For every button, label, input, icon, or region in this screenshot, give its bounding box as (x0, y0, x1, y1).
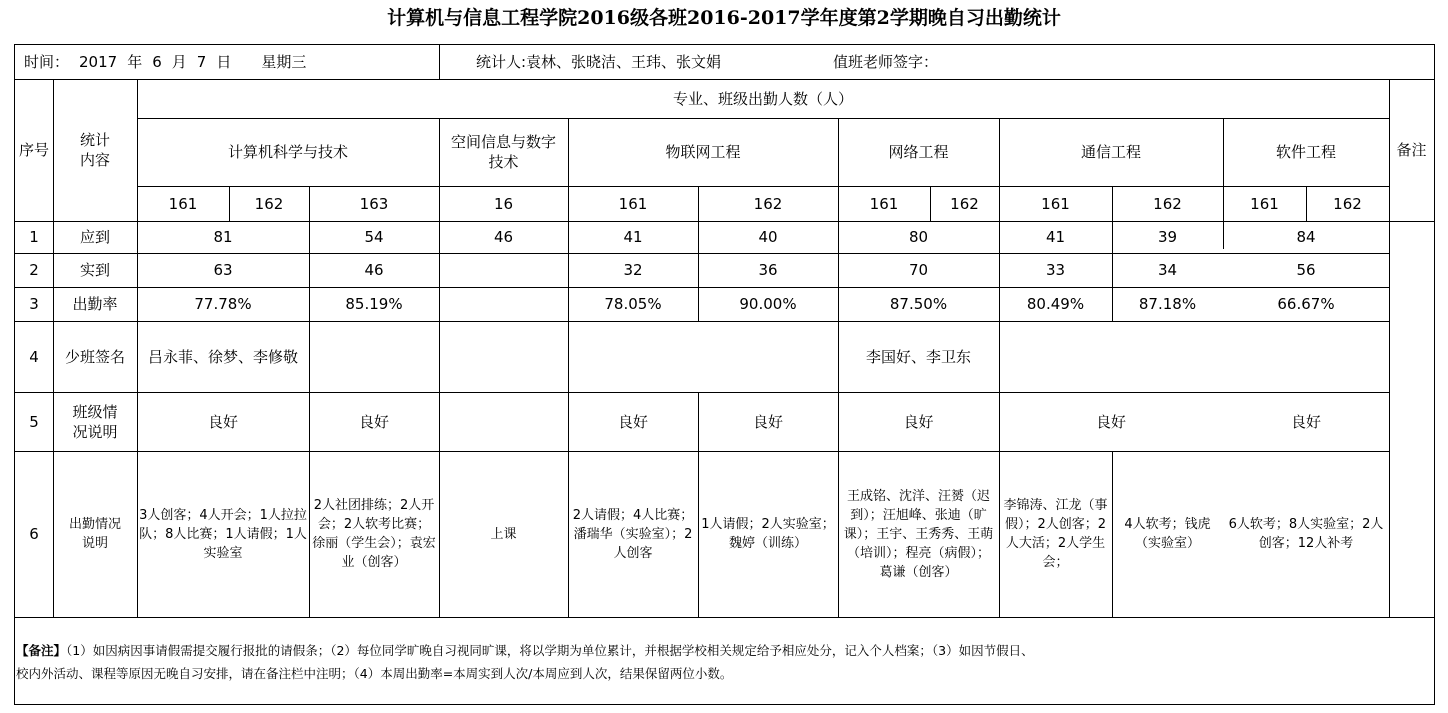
class-header: 162 (1333, 194, 1362, 213)
row-number: 2 (29, 261, 39, 279)
class-header: 161 (1250, 194, 1279, 213)
class-status: 良好 (358, 412, 389, 431)
class-header: 161 (618, 194, 648, 213)
notes-line-2: 校内外活动、课程等原因无晚自习安排，请在备注栏中注明；（4）本周出勤率=本周实到人次/本周应到人次，结果保留两位小数。 (16, 666, 733, 681)
date-day: 7 (196, 53, 207, 71)
actual-cell: 56 (1296, 261, 1316, 279)
stats-by: 统计人:袁林、张晓洁、王玮、张文娟 (476, 53, 722, 71)
weekday: 星期三 (261, 53, 307, 71)
class-status: 良好 (1095, 412, 1126, 431)
attendance-note: 2人请假；4人比赛；潘瑞华（实验室）；2人创客 (572, 507, 694, 561)
row-number: 3 (29, 295, 39, 313)
notes (16, 639, 1426, 685)
actual-cell: 34 (1157, 261, 1178, 279)
row-label: 出勤情况说明 (69, 517, 122, 551)
attendance-note: 2人社团排练；2人开会；2人软考比赛；徐丽（学生会）；袁宏业（创客） (312, 498, 436, 570)
expected-cell: 40 (758, 228, 778, 246)
expected-cell: 84 (1296, 228, 1316, 246)
row-number: 4 (29, 347, 39, 366)
rate-cell: 78.05% (604, 295, 662, 313)
rate-cell: 66.67% (1277, 295, 1335, 313)
class-header: 161 (1041, 194, 1070, 213)
rate-cell: 80.49% (1026, 295, 1085, 313)
actual-cell: 32 (623, 261, 643, 279)
row-label: 班级情况说明 (72, 402, 118, 441)
date-year: 2017 (79, 53, 118, 71)
class-status: 良好 (752, 412, 783, 431)
date-month-unit: 月 (171, 53, 187, 71)
class-status: 良好 (207, 412, 238, 431)
expected-cell: 80 (908, 228, 929, 246)
row-label: 出勤率 (72, 295, 118, 313)
expected-cell: 39 (1157, 228, 1178, 246)
group-header: 专业、班级出勤人数（人） (672, 89, 853, 108)
expected-cell: 54 (364, 228, 384, 246)
class-header: 162 (753, 194, 783, 213)
monitor-signature: 吕永菲、徐梦、李修敬 (147, 347, 298, 366)
major-software: 软件工程 (1275, 143, 1336, 161)
class-header: 162 (950, 194, 979, 213)
row-number: 1 (29, 228, 39, 246)
attendance-note: 1人请假；2人实验室；魏婷（训练） (701, 517, 835, 551)
class-status: 良好 (903, 412, 934, 431)
rate-cell: 77.78% (194, 295, 252, 313)
class-header: 161 (869, 194, 899, 213)
major-telecom: 通信工程 (1080, 143, 1141, 161)
notes-line-1: 【备注】（1）如因病因事请假需提交履行报批的请假条；（2）每位同学旷晚自习视同旷课，将以学期为单位累计，并根据学校相关规定给予相应处分，记入个人档案；（3）如因节假日、 (16, 643, 1034, 658)
grid-line (15, 617, 1434, 618)
attendance-note: 上课 (490, 526, 517, 542)
date-info (21, 45, 441, 79)
actual-cell: 46 (364, 261, 384, 279)
rate-cell: 87.18% (1138, 295, 1197, 313)
expected-cell: 81 (213, 228, 233, 246)
notes-label: 【备注】 (16, 643, 67, 658)
class-header: 162 (1153, 194, 1182, 213)
attendance-note: 3人创客；4人开会；1人拉拉队；8人比赛；1人请假；1人实验室 (139, 507, 307, 561)
date-year-unit: 年 (127, 53, 143, 71)
rate-cell: 90.00% (739, 295, 797, 313)
class-status: 良好 (1290, 412, 1321, 431)
seq-header: 序号 (18, 141, 49, 159)
actual-cell: 63 (213, 261, 233, 279)
row-label: 实到 (79, 261, 110, 279)
expected-cell: 41 (1045, 228, 1066, 246)
expected-cell: 41 (623, 228, 643, 246)
row-number: 6 (29, 525, 39, 543)
rate-cell: 87.50% (889, 295, 948, 313)
content-header: 统计内容 (79, 131, 110, 169)
row-label: 少班签名 (64, 347, 125, 366)
row-number: 5 (29, 412, 39, 431)
expected-cell: 46 (493, 228, 514, 246)
class-header: 16 (493, 194, 514, 213)
actual-cell: 33 (1045, 261, 1066, 279)
class-header: 161 (168, 194, 198, 213)
monitor-signature: 李国好、李卫东 (865, 347, 971, 366)
attendance-note: 李锦涛、江龙（事假）；2人创客；2人大活；2人学生会； (1003, 498, 1108, 570)
remark-header: 备注 (1396, 141, 1427, 159)
attendance-note: 王成铭、沈洋、汪赟（迟到）；汪旭峰、张迪（旷课）；王宇、王秀秀、王萌（培训）；程亮（病假）；葛谦（创客） (843, 488, 994, 580)
rate-cell: 85.19% (345, 295, 403, 313)
actual-cell: 36 (758, 261, 778, 279)
major-network: 网络工程 (888, 143, 949, 161)
major-iot: 物联网工程 (665, 143, 741, 161)
major-cs: 计算机科学与技术 (227, 143, 348, 161)
page-title: 计算机与信息工程学院2016级各班2016-2017学年度第2学期晚自习出勤统计 (387, 7, 1061, 29)
class-status: 良好 (617, 412, 648, 431)
actual-cell: 70 (908, 261, 929, 279)
teacher-signature: 值班老师签字： (833, 53, 939, 71)
class-header: 163 (359, 194, 389, 213)
attendance-note: 4人软考；钱虎（实验室） (1124, 517, 1211, 551)
date-label: 时间： (24, 53, 70, 71)
attendance-table (14, 44, 1435, 705)
date-day-unit: 日 (216, 53, 232, 71)
major-spatial: 空间信息与数字技术 (450, 133, 556, 171)
class-header: 162 (254, 194, 284, 213)
attendance-note: 6人软考；8人实验室；2人创客；12人补考 (1228, 517, 1384, 551)
row-label: 应到 (79, 228, 110, 246)
date-month: 6 (152, 53, 162, 71)
